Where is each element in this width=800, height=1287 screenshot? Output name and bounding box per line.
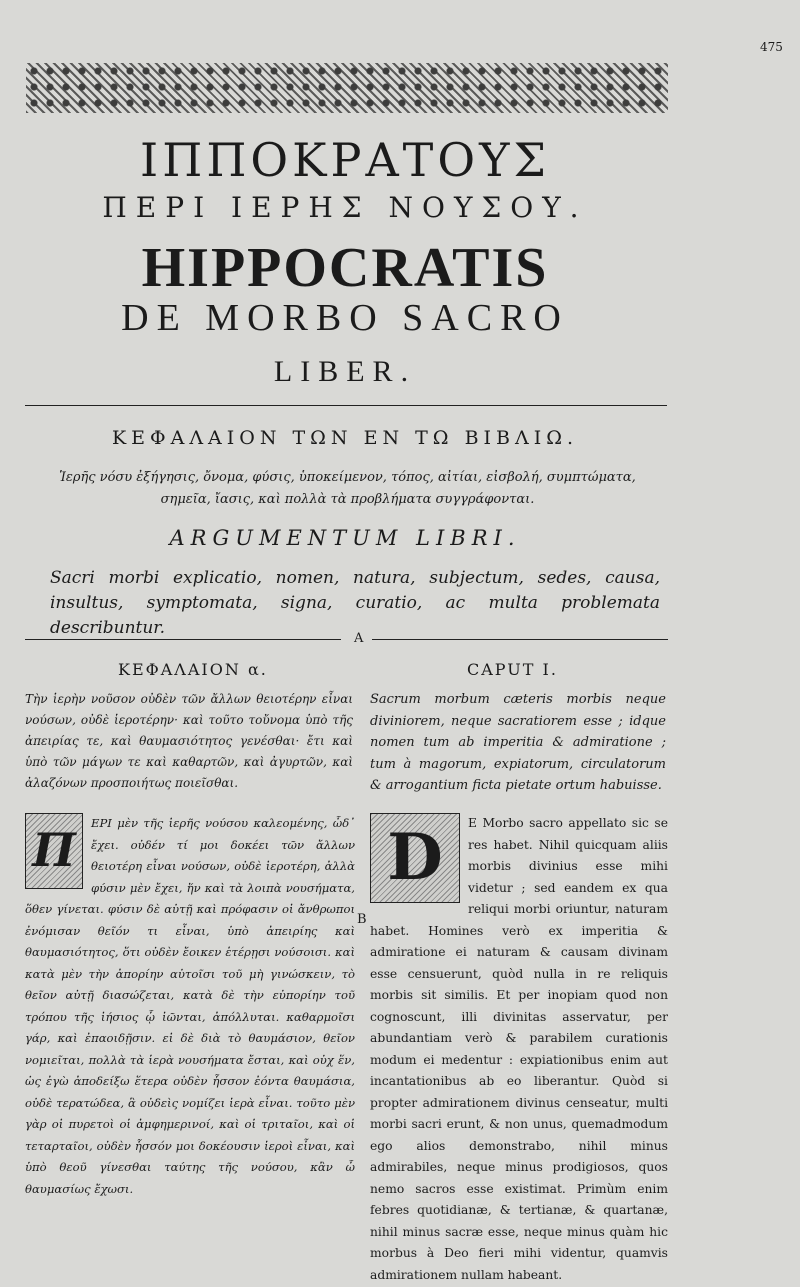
liber-title: LIBER. xyxy=(273,355,417,388)
greek-author-title: ΙΠΠΟΚΡΑΤΟΥΣ xyxy=(140,133,550,187)
latin-chapter-summary: Sacrum morbum cæteris morbis neque diviniorem, neque sacratiorem esse ; idque nomen tum ab imperitia & admiratione ; tum à magorum, expiatorum, circulatorum & arrogantium ficta pietate ortum habuisse. xyxy=(370,692,666,793)
greek-contents-text: Ἱερῆς νόσυ ἐξήγησις, ὄνομα, φύσις, ὑποκείμενον, τόπος, αἰτίαι, εἰσβολή, συμπτώματα, σημεῖα, ἴασις, καὶ πολλὰ τὰ προβλήματα συγγράφονται. xyxy=(59,470,636,507)
greek-chapter-summary: Τὴν ἱερὴν νοῦσον οὐδὲν τῶν ἄλλων θειοτέρην εἶναι νούσων, οὐδὲ ἱεροτέρην· καὶ τοῦτο τοὔνομα ὑπὸ τῆς ἀπειρίας τε, καὶ θαυμασιότητος γενέσθαι· ἔτι καὶ ὑπὸ τῶν μάγων τε καὶ καθαρτῶν, καὶ ἀγυρτῶν, καὶ ἀλαζόνων προσποιήτως ποιεῖσθαι. xyxy=(25,692,353,790)
latin-work-title: DE MORBO SACRO xyxy=(121,297,569,339)
section-rule-left xyxy=(25,639,341,640)
greek-work-title: ΠΕΡΙ ΙΕΡΗΣ ΝΟΥΣΟΥ. xyxy=(102,191,588,224)
latin-author-title: HIPPOCRATIS xyxy=(141,237,549,299)
greek-contents-heading: ΚΕΦΑΛΑΙΟΝ ΤΩΝ ΕΝ ΤΩ ΒΙΒΛΙΩ. xyxy=(111,427,579,449)
greek-main-body: ΕΡΙ μὲν τῆς ἱερῆς νούσου καλεομένης, ὧδ᾽ ἔχει. οὐδέν τί μοι δοκέει τῶν ἄλλων θειοτέρη εἶναι νούσων, οὐδὲ ἱεροτέρη, ἀλλὰ φύσιν μὲν ἔχει, ἥν καὶ τὰ λοιπὰ νουσήματα, ὅθεν γίνεται. φύσιν δὲ αὐτῇ καὶ πρόφασιν οἱ ἄνθρωποι ἐνόμισαν θεῖόν τι εἶναι, ὑπὸ ἀπειρίης καὶ θαυμασιότητος, ὅτι οὐδὲν ἔοικεν ἑτέρῃσι νούσοισι. καὶ κατὰ μὲν τὴν ἀπορίην αὐτοῖσι τοῦ μὴ γινώσκειν, τὸ θεῖον αὐτῇ διασώζεται, κατὰ δὲ τὴν εὐπορίην τοῦ τρόπου τῆς ἰήσιος ᾧ ἰῶνται, ἀπόλλυται. καθαρμοῖσι γάρ, καὶ ἐπαοιδῇσιν. εἰ δὲ διὰ τὸ θαυμάσιον, θεῖον νομιεῖται, πολλὰ τὰ ἱερὰ νουσήματα ἔσται, καὶ οὐχ ἕν, ὡς ἐγὼ ἀποδείξω ἕτερα οὐδὲν ἧσσον ἐόντα θαυμάσια, οὐδὲ τερατώδεα, ἃ οὐδεὶς νομίζει ἱερὰ εἶναι. τοῦτο μὲν γὰρ οἱ πυρετοὶ οἱ ἀμφημερινοί, καὶ οἱ τριταῖοι, καὶ οἱ τεταρταῖοι, οὐδὲν ἧσσόν μοι δοκέουσιν ἱεροὶ εἶναι, καὶ ὑπὸ θεοῦ γίνεσθαι ταύτης τῆς νούσου, κἂν ὦ θαυμασίως ἔχωσι. xyxy=(25,816,355,1196)
argument-text: Sacri morbi explicatio, nomen, natura, subjectum, sedes, causa, insultus, symptomata, signa, curatio, ac multa problemata describuntur. xyxy=(50,568,660,638)
greek-main-text xyxy=(25,813,355,1200)
greek-chapter-heading: ΚΕΦΑΛΑΙΟΝ α. xyxy=(118,660,268,679)
greek-drop-cap: Π xyxy=(25,813,83,889)
section-mark: A xyxy=(354,631,364,646)
latin-drop-cap: D xyxy=(370,813,460,903)
page-number: 475 xyxy=(760,40,783,54)
latin-chapter-heading: CAPUT I. xyxy=(467,660,558,679)
argument-heading: ARGUMENTUM LIBRI. xyxy=(169,526,521,550)
latin-main-body: E Morbo sacro appellato sic se res habet. Nihil quicquam aliis morbis divinius esse mihi videtur ; sed eandem ex qua reliqui morbi oriuntur, naturam habet. Homines verò ex imperitia & admiratione ei naturam & causam divinam esse censuerunt, quòd nulla in re reliquis morbis sit similis. Et per inopiam quod non cognoscunt, illi divinitas asservatur, per abundantiam verò & parabilem curationis modum ei medentur : expiationibus enim aut incantationibus ab eo liberantur. Quòd si propter admirationem divinus censeatur, multi morbi sacri erunt, & non unus, quemadmodum ego alios demonstrabo, nihil minus admirabiles, neque minus prodigiosos, quos nemo sacros esse existimat. Primùm enim febres quotidianæ, & tertianæ, & quartanæ, nihil minus sacræ esse, neque minus quàm hic morbus à Deo fieri mihi videntur, quamvis admirationem nullam habeant. xyxy=(370,816,668,1282)
title-rule xyxy=(25,405,667,406)
section-rule-right xyxy=(372,639,668,640)
margin-mark: B xyxy=(357,912,367,927)
ornamental-headpiece xyxy=(26,63,668,113)
latin-main-text xyxy=(370,813,668,1286)
